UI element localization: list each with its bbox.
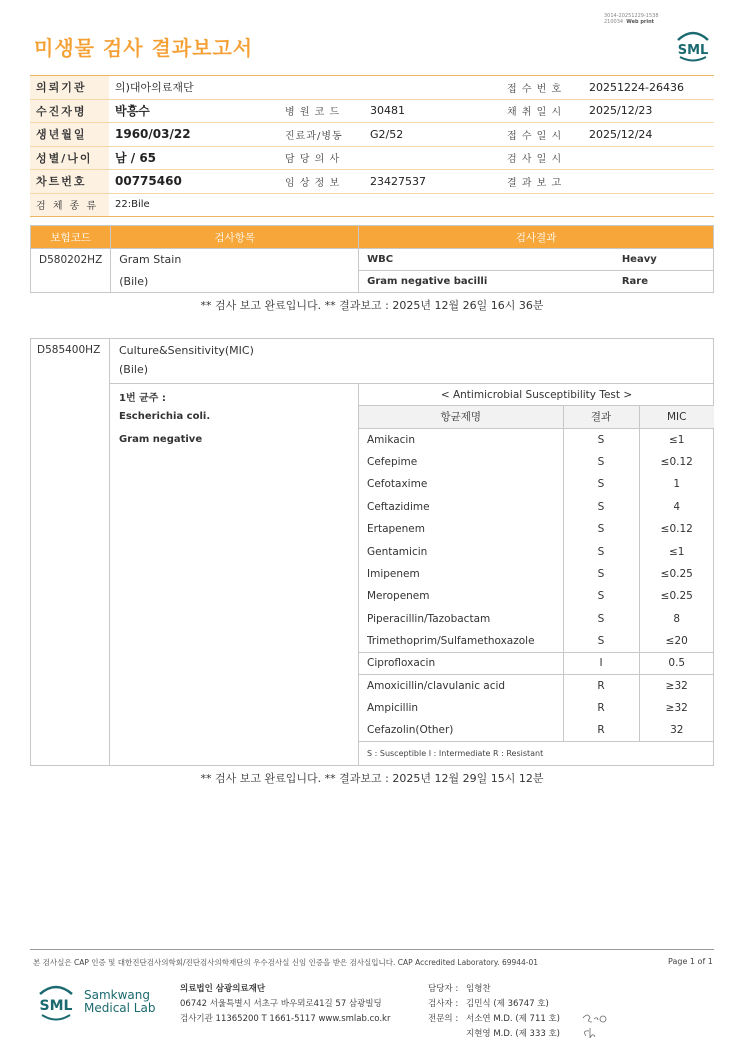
ast-result: S: [563, 608, 639, 630]
ast-mic: 32: [639, 719, 714, 741]
ast-result: R: [563, 697, 639, 719]
result-value: Heavy: [614, 249, 714, 271]
ast-row: [359, 518, 714, 540]
specimen: (Bile): [111, 271, 359, 293]
ast-drug: Ciprofloxacin: [359, 652, 563, 674]
result-label: Gram negative bacilli: [359, 271, 614, 293]
gram-type: Gram negative: [119, 434, 203, 445]
ast-drug: Piperacillin/Tazobactam: [359, 608, 563, 630]
ast-drug: Meropenem: [359, 585, 563, 607]
gram-stain-table: [30, 225, 714, 293]
info-row: 성별/나이 남 / 65 담 당 의 사 검 사 일 시: [30, 146, 714, 170]
info-row: 생년월일 1960/03/22 진료과/병동 G2/52 접 수 일 시 2025/12/24: [30, 123, 714, 147]
ast-row: [359, 652, 714, 674]
ast-result: S: [563, 540, 639, 562]
ast-row: [359, 473, 714, 495]
ast-row: [359, 428, 714, 450]
ast-drug: Ampicillin: [359, 697, 563, 719]
ast-drug: Ceftazidime: [359, 496, 563, 518]
ast-row: [359, 540, 714, 562]
ast-result: S: [563, 630, 639, 652]
info-row: 차트번호 00775460 임 상 정 보 23427537 결 과 보 고: [30, 170, 714, 194]
ast-result: S: [563, 428, 639, 450]
ast-result: I: [563, 652, 639, 674]
ast-mic: ≤0.25: [660, 567, 693, 580]
test-name: Gram Stain: [111, 249, 359, 271]
svg-text:SML: SML: [39, 998, 73, 1014]
ast-mic: ≥32: [665, 702, 688, 715]
print-id: 3014-20251229-1538 210034 Web print: [604, 13, 659, 25]
completion-note: ** 검사 보고 완료입니다. ** 결과보고 : 2025년 12월 29일 15시 12분: [200, 772, 544, 785]
info-row: 수진자명 박흥수 병 원 코 드 30481 채 취 일 시 2025/12/23: [30, 99, 714, 123]
ast-mic: ≤20: [639, 630, 714, 652]
ast-table: [359, 406, 714, 742]
test-code: D585400HZ: [37, 344, 101, 356]
ast-row: [359, 697, 714, 719]
ast-legend: S : Susceptible I : Intermediate R : Resistant: [367, 749, 544, 758]
ast-mic: ≤0.12: [660, 455, 693, 468]
patient-info-table: [30, 75, 714, 217]
page-number: Page 1 of 1: [668, 957, 713, 966]
ast-drug: Amoxicillin/clavulanic acid: [359, 675, 563, 697]
ast-result: S: [563, 473, 639, 495]
test-code: D580202HZ: [31, 249, 111, 293]
ast-row: [359, 608, 714, 630]
ast-drug: Cefotaxime: [359, 473, 563, 495]
ast-row: [359, 496, 714, 518]
ast-drug: Cefepime: [359, 451, 563, 473]
ast-drug: Trimethoprim/Sulfamethoxazole: [359, 630, 563, 652]
test-name: Culture&Sensitivity(MIC): [119, 344, 254, 357]
ast-row: [359, 585, 714, 607]
ast-row: [359, 630, 714, 652]
ast-row: [359, 675, 714, 697]
specimen: (Bile): [119, 363, 149, 376]
ast-result: S: [563, 451, 639, 473]
col-test-result: 검사결과: [359, 226, 714, 249]
ast-mic: 1: [673, 478, 681, 491]
svg-text:SML: SML: [677, 43, 709, 58]
ast-title: < Antimicrobial Susceptibility Test >: [359, 384, 714, 406]
info-row: 의뢰기관 의)대아의료재단 접 수 번 호 20251224-26436: [30, 76, 714, 100]
col-test-item: 검사항목: [111, 226, 359, 249]
ast-drug: Cefazolin(Other): [359, 719, 563, 741]
staff-list: 담당자 : 임형찬 검사자 : 김민식 (제 36747 호) 전문의 : 서소연 M.D. (제 711 호) 지현영 M.D. (제 333 호): [428, 984, 561, 1039]
ast-result: S: [563, 496, 639, 518]
sml-logo-icon: [36, 980, 76, 1024]
ast-mic: ≤0.25: [660, 590, 693, 603]
ast-result: S: [563, 563, 639, 585]
ast-row: [359, 451, 714, 473]
result-label: WBC: [359, 249, 614, 271]
brand-name: Samkwang Medical Lab: [84, 988, 156, 1015]
report-title: 미생물 검사 결과보고서: [34, 36, 254, 60]
ast-mic: 8: [673, 612, 681, 625]
completion-note: ** 검사 보고 완료입니다. ** 결과보고 : 2025년 12월 26일 16시 36분: [200, 299, 544, 312]
sml-logo-icon: [674, 28, 712, 62]
ast-drug: Gentamicin: [359, 540, 563, 562]
ast-mic: ≤1: [669, 433, 685, 446]
ast-result: R: [563, 675, 639, 697]
cap-note: 본 검사실은 CAP 인증 및 대한진단검사의학회/진단검사의학재단의 우수검사실 신임 인증을 받은 검사실입니다. CAP Accredited Laboratory. 69944-01: [33, 958, 539, 967]
ast-result: R: [563, 719, 639, 741]
result-value: Rare: [614, 271, 714, 293]
org-address: 의료법인 삼광의료재단 06742 서울특별시 서초구 바우뫼로41길 57 삼광빌딩 검사기관 11365200 T 1661-5117 www.smlab.co.kr: [180, 984, 391, 1024]
ast-result: S: [563, 585, 639, 607]
ast-row: [359, 719, 714, 741]
col-insurance-code: 보험코드: [31, 226, 111, 249]
organism: Escherichia coli.: [119, 411, 211, 422]
col-result: 결과: [563, 406, 639, 428]
ast-mic: 0.5: [639, 652, 714, 674]
info-row: 검 체 종 류 22:Bile: [30, 193, 714, 217]
ast-row: [359, 563, 714, 585]
col-drug: 항균제명: [359, 406, 563, 428]
ast-drug: Amikacin: [359, 428, 563, 450]
col-mic: MIC: [639, 406, 714, 428]
ast-mic: 4: [673, 500, 681, 513]
isolate-number: 1번 균주 :: [119, 393, 166, 404]
ast-mic: ≤1: [669, 545, 685, 558]
ast-mic: ≥32: [665, 680, 688, 693]
signature-icon: [580, 1010, 608, 1042]
ast-mic: ≤0.12: [660, 523, 693, 536]
ast-drug: Ertapenem: [359, 518, 563, 540]
ast-drug: Imipenem: [359, 563, 563, 585]
ast-result: S: [563, 518, 639, 540]
